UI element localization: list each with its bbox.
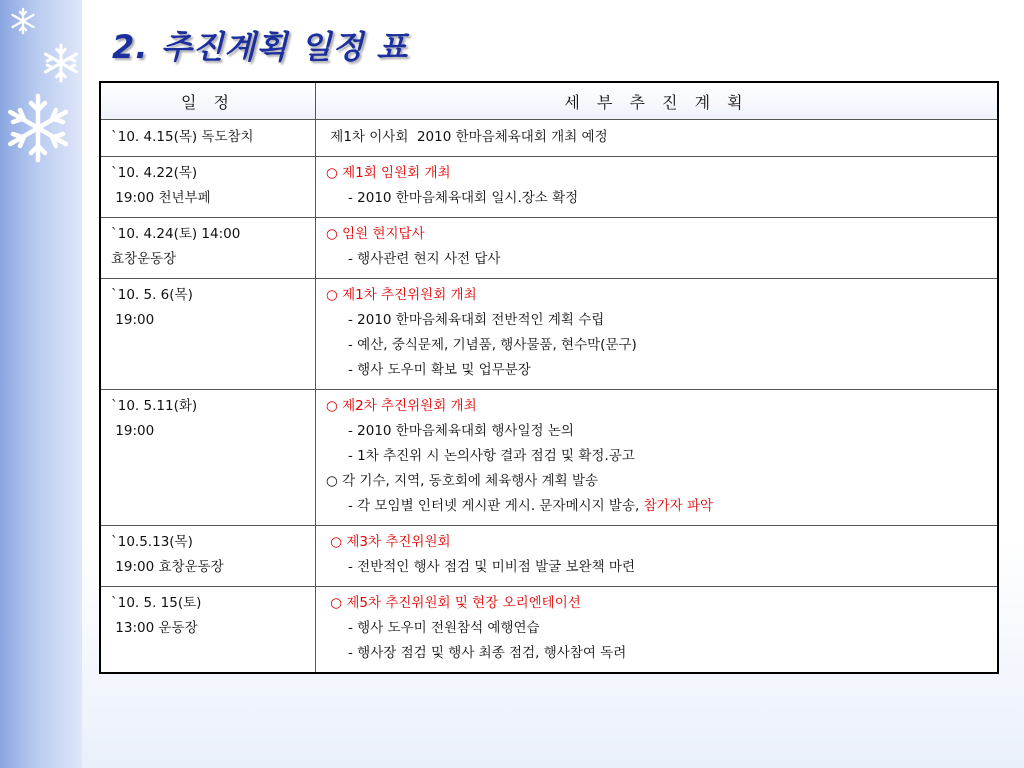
plan-line-text: ○ 제1회 임원회 개최 [326, 165, 451, 181]
date-line: 효창운동장 [111, 251, 177, 267]
plan-line [326, 555, 989, 580]
plan-cell [316, 120, 999, 157]
table-row [100, 587, 998, 674]
date-line: 19:00 [111, 423, 155, 439]
date-line: `10. 4.22(목) [111, 165, 198, 181]
table-row [100, 390, 998, 526]
plan-heading [326, 222, 989, 247]
plan-line-text: ○ 임원 현지답사 [326, 226, 425, 242]
date-line: `10.5.13(목) [111, 534, 193, 550]
plan-cell [316, 218, 999, 279]
date-cell [100, 218, 316, 279]
plan-line [326, 444, 989, 469]
plan-line [326, 616, 989, 641]
date-line: `10. 4.15(목) 독도참치 [111, 129, 254, 145]
date-line: 19:00 [111, 312, 155, 328]
date-line: `10. 5. 15(토) [111, 595, 202, 611]
plan-line-text: ○ 제5차 추진위원회 및 현장 오리엔테이션 [326, 595, 581, 611]
header-plan: 세 부 추 진 계 획 [316, 82, 999, 120]
plan-line [326, 358, 989, 383]
date-line: 13:00 운동장 [111, 620, 198, 636]
table-header-row [100, 82, 998, 120]
schedule-table [99, 81, 999, 674]
plan-heading [326, 283, 989, 308]
table-row [100, 526, 998, 587]
plan-line [326, 247, 989, 272]
date-cell [100, 157, 316, 218]
date-line: `10. 5. 6(목) [111, 287, 193, 303]
plan-line-text: - 각 모임별 인터넷 게시판 게시. 문자메시지 발송, [348, 498, 644, 514]
plan-line [326, 641, 989, 666]
plan-cell [316, 587, 999, 674]
page-title: 2. 추진계획 일정 표 [112, 28, 409, 66]
plan-line-text: 제1차 이사회 2010 한마음체육대회 개최 예정 [326, 129, 608, 145]
date-cell [100, 120, 316, 157]
plan-line [326, 419, 989, 444]
date-line: `10. 5.11(화) [111, 398, 198, 414]
plan-heading [326, 591, 989, 616]
plan-line-text: ○ 제1차 추진위원회 개최 [326, 287, 477, 303]
date-line: `10. 4.24(토) 14:00 [111, 226, 241, 242]
plan-line-text: - 행사관련 현지 사전 답사 [348, 251, 501, 267]
plan-line-text: - 예산, 중식문제, 기념품, 행사물품, 현수막(문구) [348, 337, 637, 353]
date-cell [100, 390, 316, 526]
date-line: 19:00 효창운동장 [111, 559, 224, 575]
plan-line [326, 469, 989, 494]
table-row [100, 218, 998, 279]
plan-line-text: - 행사장 점검 및 행사 최종 점검, 행사참여 독려 [348, 645, 627, 661]
header-date: 일 정 [100, 82, 316, 120]
plan-cell [316, 157, 999, 218]
date-cell [100, 526, 316, 587]
plan-line-text: ○ 각 기수, 지역, 동호회에 체육행사 계획 발송 [326, 473, 599, 489]
schedule-body [100, 120, 998, 674]
plan-cell [316, 390, 999, 526]
plan-line-text: - 행사 도우미 전원참석 예행연습 [348, 620, 540, 636]
plan-line [326, 308, 989, 333]
plan-line [326, 333, 989, 358]
date-cell [100, 279, 316, 390]
plan-line-text: - 전반적인 행사 점검 및 미비점 발굴 보완책 마련 [348, 559, 635, 575]
table-row [100, 157, 998, 218]
plan-line-text: - 1차 추진위 시 논의사항 결과 점검 및 확정.공고 [348, 448, 635, 464]
plan-line-text: ○ 제3차 추진위원회 [326, 534, 451, 550]
date-cell [100, 587, 316, 674]
plan-cell [316, 526, 999, 587]
plan-line-text: - 행사 도우미 확보 및 업무분장 [348, 362, 531, 378]
table-row [100, 279, 998, 390]
snowflake-large-icon [2, 92, 74, 164]
plan-line [326, 124, 989, 150]
plan-line [326, 494, 989, 519]
plan-line [326, 186, 989, 211]
snowflake-small-icon [8, 6, 38, 36]
snowflake-medium-icon [40, 42, 82, 84]
plan-heading [326, 394, 989, 419]
left-decorative-band [0, 0, 82, 768]
plan-line-text: ○ 제2차 추진위원회 개최 [326, 398, 477, 414]
plan-heading [326, 161, 989, 186]
plan-line-text: - 2010 한마음체육대회 전반적인 계획 수립 [348, 312, 605, 328]
plan-line-text: - 2010 한마음체육대회 행사일정 논의 [348, 423, 574, 439]
table-row [100, 120, 998, 157]
plan-line-highlight: 참가자 파악 [643, 498, 714, 514]
date-line: 19:00 천년부페 [111, 190, 211, 206]
plan-line-text: - 2010 한마음체육대회 일시.장소 확정 [348, 190, 579, 206]
plan-heading [326, 530, 989, 555]
plan-cell [316, 279, 999, 390]
